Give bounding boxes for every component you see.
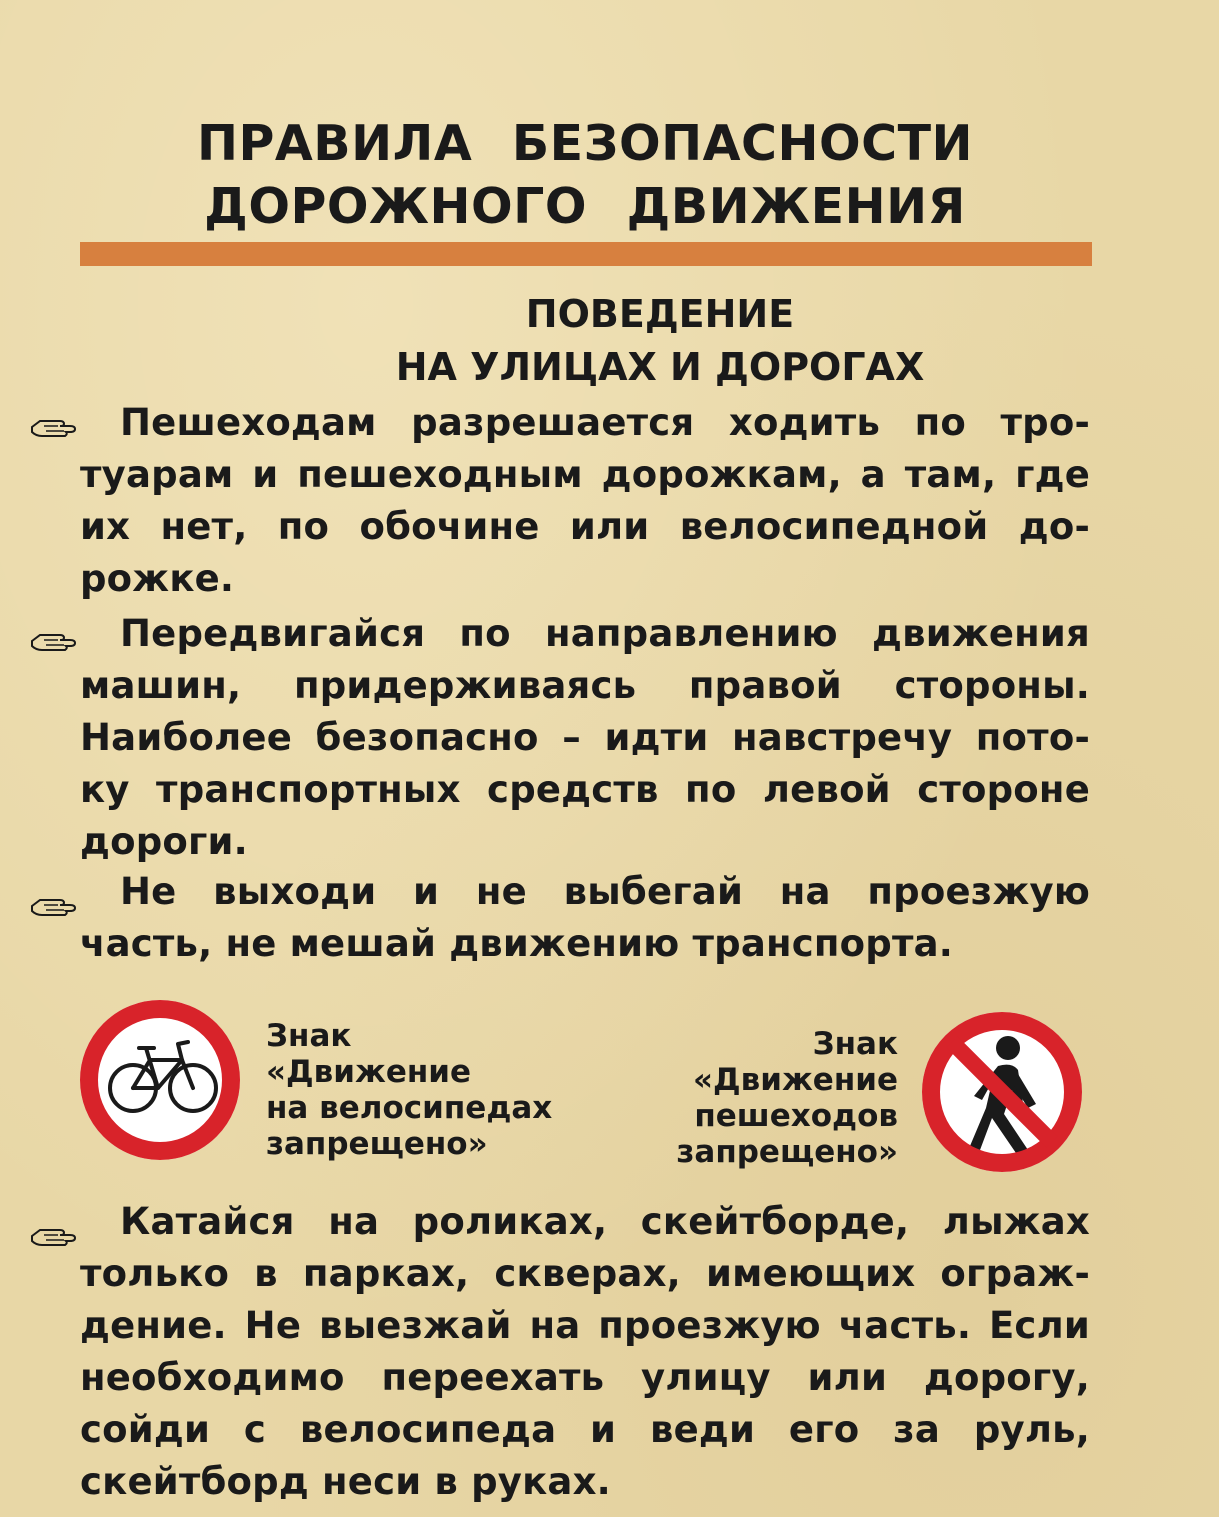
caption-line: на велосипедах xyxy=(266,1090,553,1126)
no-pedestrians-caption xyxy=(598,1026,898,1170)
rule-4-line: необходимо переехать улицу или дорогу, xyxy=(80,1356,1090,1399)
caption-line: запрещено» xyxy=(676,1134,898,1170)
no-bicycles-sign-icon xyxy=(78,998,242,1162)
rule-4-line: Катайся на роликах, скейтборде, лыжах xyxy=(120,1200,1090,1243)
pointing-hand-icon xyxy=(30,627,78,653)
caption-line: «Движение xyxy=(692,1062,898,1098)
caption-line: пешеходов xyxy=(694,1098,898,1134)
rule-paragraph-4 xyxy=(80,1196,1090,1508)
rule-1-line: туарам и пешеходным дорожкам, а там, где xyxy=(80,453,1090,496)
rule-2-line: ку транспортных средств по левой стороне xyxy=(80,768,1090,811)
pointing-hand-icon xyxy=(30,892,78,918)
section-title-line-1: ПОВЕДЕНИЕ xyxy=(525,292,795,336)
caption-line: запрещено» xyxy=(266,1126,488,1162)
rule-1-line: их нет, по обочине или велосипедной до- xyxy=(80,505,1090,548)
rule-4-line: только в парках, скверах, имеющих ограж- xyxy=(80,1252,1090,1295)
rule-paragraph-3 xyxy=(80,866,1090,970)
no-bicycles-caption xyxy=(266,1018,552,1162)
no-pedestrians-sign-icon xyxy=(920,1010,1084,1174)
rule-4-line: дение. Не выезжай на проезжую часть. Если xyxy=(80,1304,1090,1347)
rule-3-line: часть, не мешай движению транспорта. xyxy=(80,922,954,965)
rule-1-line: рожке. xyxy=(80,557,235,600)
rule-4-line: сойди с велосипеда и веди его за руль, xyxy=(80,1408,1090,1451)
rule-1-line: Пешеходам разрешается ходить по тро- xyxy=(120,401,1090,444)
rule-3-line: Не выходи и не выбегай на проезжую xyxy=(120,870,1090,913)
rule-2-line: машин, придерживаясь правой стороны. xyxy=(80,664,1090,707)
page-title-line-1: ПРАВИЛА БЕЗОПАСНОСТИ xyxy=(196,115,974,172)
rule-2-line: Наиболее безопасно – идти навстречу пото- xyxy=(80,716,1090,759)
rule-2-line: Передвигайся по направлению движения xyxy=(120,612,1090,655)
pointing-hand-icon xyxy=(30,413,78,439)
rule-paragraph-2 xyxy=(80,608,1090,868)
pointing-hand-icon xyxy=(30,1222,78,1248)
section-title-line-2: НА УЛИЦАХ И ДОРОГАХ xyxy=(395,345,925,389)
caption-line: Знак xyxy=(266,1018,352,1054)
caption-line: «Движение xyxy=(266,1054,472,1090)
caption-line: Знак xyxy=(812,1026,898,1062)
rule-paragraph-1 xyxy=(80,397,1090,605)
rule-2-line: дороги. xyxy=(80,820,248,863)
page-title-line-2: ДОРОЖНОГО ДВИЖЕНИЯ xyxy=(204,178,966,235)
title-divider-bar xyxy=(80,242,1092,266)
rule-4-line: скейтборд неси в руках. xyxy=(80,1460,611,1503)
